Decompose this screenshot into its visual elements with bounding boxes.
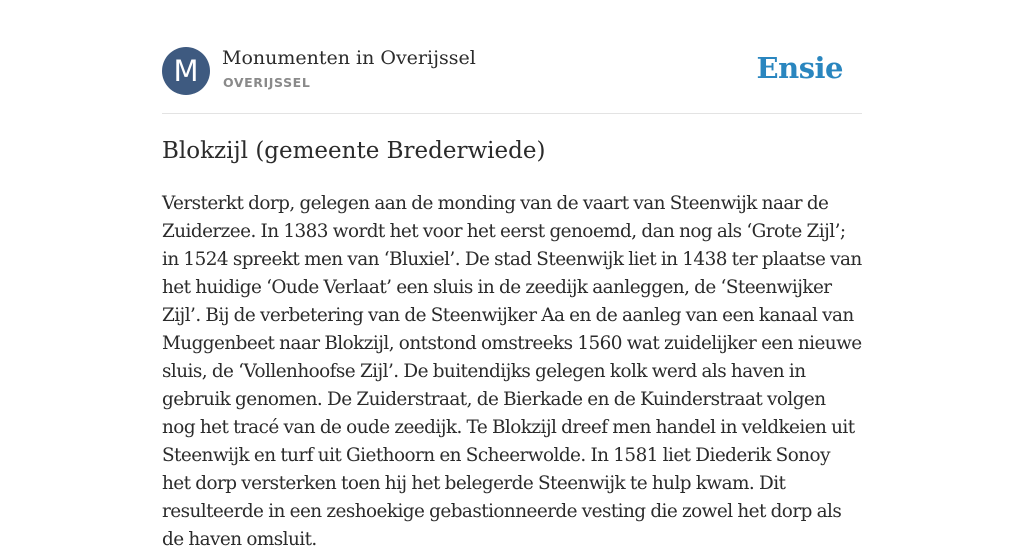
article-title: Blokzijl (gemeente Brederwiede): [162, 138, 546, 164]
header-divider: [162, 113, 862, 114]
brand-logo[interactable]: Ensie: [756, 51, 843, 85]
avatar[interactable]: M: [162, 47, 210, 95]
header: [162, 47, 862, 97]
article-body: Versterkt dorp, gelegen aan de monding van de vaart van Steenwijk naar de Zuiderzee. In 1383 wordt het voor het eerst genoemd, dan nog als ‘Grote Zijl’; in 1524 spreekt men van ‘Bluxiel’. De stad Steenwijk liet in 1438 ter plaatse van het huidige ‘Oude Verlaat’ een sluis in de zeedijk aanleggen, de ‘Steenwijker Zijl’. Bij de verbetering van de Steenwijker Aa en de aanleg van een kanaal van Muggenbeet naar Blokzijl, ontstond omstreeks 1560 wat zuidelijker een nieuwe sluis, de ‘Vollenhoofse Zijl’. De buitendijks gelegen kolk werd als haven in gebruik genomen. De Zuiderstraat, de Bierkade en de Kuinderstraat volgen nog het tracé van de oude zeedijk. Te Blokzijl dreef men handel in veldkeien uit Steenwijk en turf uit Giethoorn en Scheerwolde. In 1581 liet Diederik Sonoy het dorp versterken toen hij het belegerde Steenwijk te hulp kwam. Dit resulteerde in een zeshoekige gebastionneerde vesting die zowel het dorp als de haven omsluit.: [162, 193, 862, 550]
source-subtitle: OVERIJSSEL: [223, 75, 311, 90]
source-name[interactable]: Monumenten in Overijssel: [222, 47, 476, 69]
